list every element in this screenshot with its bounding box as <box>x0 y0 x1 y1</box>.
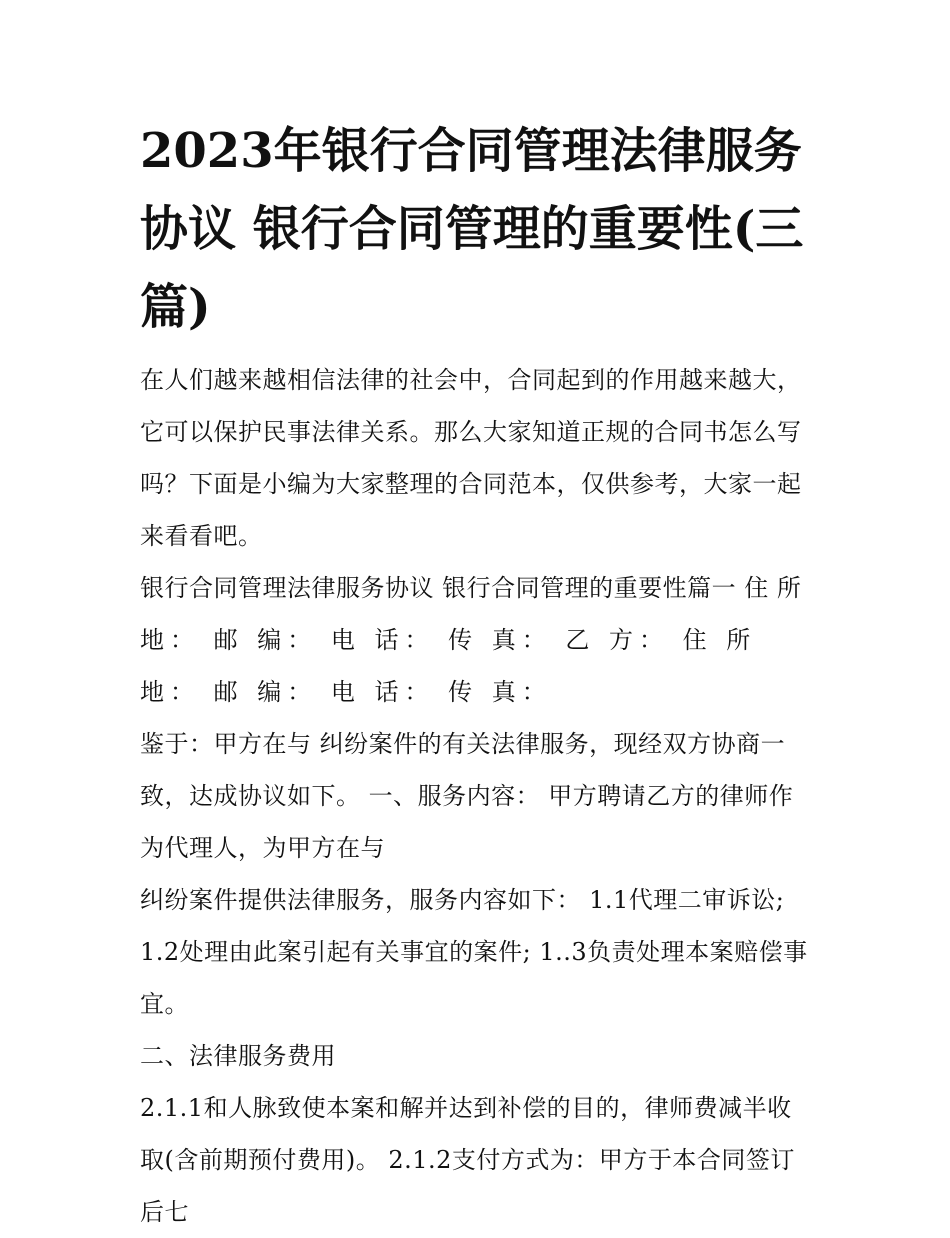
service-content-paragraph: 纠纷案件提供法律服务，服务内容如下： 1.1代理二审诉讼; 1.2处理由此案引起有关事宜的案件; 1..3负责处理本案赔偿事宜。 <box>140 886 808 1018</box>
fee-terms-paragraph: 2.1.1和人脉致使本案和解并达到补偿的目的，律师费减半收取(含前期预付费用)。 2.1.2支付方式为：甲方于本合同签订后七 <box>140 1094 795 1226</box>
document-page <box>140 112 812 1238</box>
intro-paragraph: 在人们越来越相信法律的社会中，合同起到的作用越来越大，它可以保护民事法律关系。那么大家知道正规的合同书怎么写吗？下面是小编为大家整理的合同范本，仅供参考，大家一起来看看吧。 <box>140 366 802 550</box>
whereas-paragraph: 鉴于：甲方在与 纠纷案件的有关法律服务，现经双方协商一致，达成协议如下。 一、服务内容： 甲方聘请乙方的律师作为代理人，为甲方在与 <box>140 730 794 862</box>
fee-heading-paragraph: 二、法律服务费用 <box>140 1042 336 1070</box>
agreement-heading-paragraph: 银行合同管理法律服务协议 银行合同管理的重要性篇一 住 所 <box>140 574 802 602</box>
document-title: 2023年银行合同管理法律服务协议 银行合同管理的重要性(三篇) <box>140 123 804 335</box>
party-info-paragraph: 地： 邮 编： 电 话： 传 真： 乙 方： 住 所 地： 邮 编： 电 话： 传 真： <box>140 626 757 706</box>
